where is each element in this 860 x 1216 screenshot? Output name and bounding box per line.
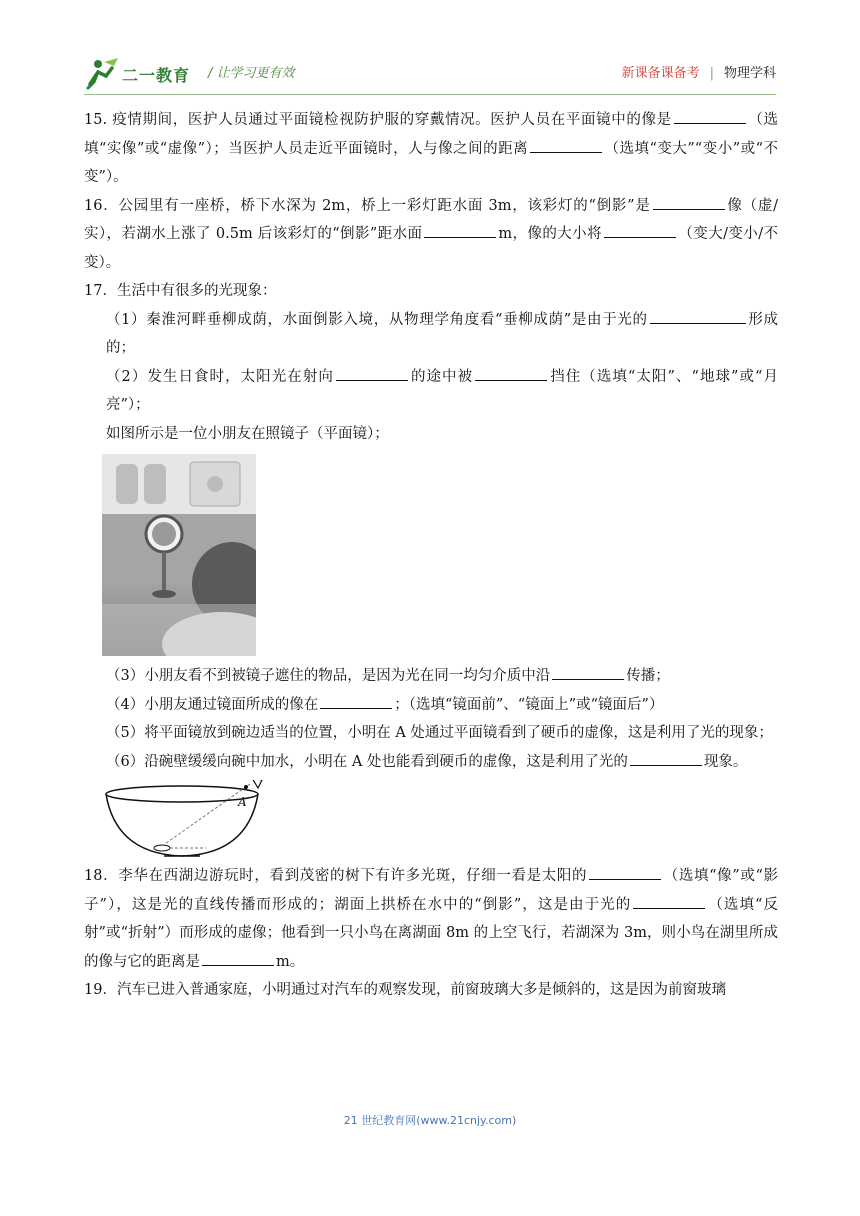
question-17-part-3 [84,662,778,691]
answer-blank[interactable] [604,221,676,238]
slogan: / 让学习更有效 [208,66,295,81]
question-content [84,106,778,1005]
answer-blank[interactable] [589,863,661,880]
question-17-stem: 17．生活中有很多的光现象： [84,283,277,299]
page-footer: 21 世纪教育网(www.21cnjy.com) [343,1114,517,1127]
q17-s2-text-a: （2）发生日食时，太阳光在射向 [106,368,334,385]
q16-text-a: 16．公园里有一座桥，桥下水深为 2m，桥上一彩灯距水面 3m，该彩灯的“倒影”是 [84,197,651,214]
header-separator: | [709,66,714,81]
logo-text: 二一教育 [122,66,191,85]
question-17-figure-caption: 如图所示是一位小朋友在照镜子（平面镜）； [106,425,389,442]
answer-blank[interactable] [336,364,408,381]
child-mirror-photo [102,454,256,656]
q17-s6-text-b: 现象。 [703,753,748,770]
answer-blank[interactable] [424,221,496,238]
q16-text-c: m，像的大小将 [498,226,602,242]
q18-text-a: 18．李华在西湖边游玩时，看到茂密的树下有许多光斑，仔细一看是太阳的 [84,868,588,884]
q17-s4-text-a: （4）小朋友通过镜面所成的像在 [106,696,319,713]
q17-s4-text-b: ；（选填“镜面前”、“镜面上”或“镜面后”） [394,696,664,713]
q18-text-d: m。 [276,953,305,970]
page-header [84,54,776,94]
header-divider [84,94,776,95]
q18-text-b: （选填“像”或“影子”），这是光的直线传播而形成的；湖面上拱桥在水中的“倒影”，这是由于光的 [84,868,778,913]
q17-s3-text-b: 传播； [626,668,670,684]
question-15 [84,106,778,192]
answer-blank[interactable] [530,136,602,153]
q17-s2-text-c: 挡住（选填“太阳”、“地球”或“月亮”）； [106,368,778,413]
answer-blank[interactable] [630,749,702,766]
answer-blank[interactable] [320,692,392,709]
q16-text-d: （变大/变小/不变）。 [84,226,779,271]
q17-s1-text-a: （1）秦淮河畔垂柳成荫，水面倒影入境，从物理学角度看“垂柳成荫”是由于光的 [106,311,648,328]
question-17-part-2 [84,363,778,420]
q16-text-b: 像（虚/实），若湖水上涨了 0.5m 后该彩灯的“倒影”距水面 [84,197,778,242]
question-18 [84,862,778,976]
answer-blank[interactable] [650,307,746,324]
answer-blank[interactable] [674,107,746,124]
question-17-part-1 [84,306,778,363]
header-right [622,62,776,81]
q17-s3-text-a: （3）小朋友看不到被镜子遮住的物品，是因为光在同一均匀介质中沿 [106,668,551,684]
question-16 [84,192,778,278]
question-17-part-5: （5）将平面镜放到碗边适当的位置，小明在 A 处通过平面镜看到了硬币的虚像，这是利用了光的现象； [106,725,773,741]
q17-s6-text-a: （6）沿碗壁缓缓向碗中加水，小明在 A 处也能看到硬币的虚像，这是利用了光的 [106,753,628,770]
question-17-part-6 [84,748,778,777]
bowl-mirror-diagram [102,780,272,860]
answer-blank[interactable] [475,364,547,381]
course-label: 新课备课备考 [621,66,700,81]
q17-s1-text-b: 形成的； [106,311,778,356]
q15-text-c: （选填“变大”“变小”或“不变”）。 [84,140,778,185]
q15-text-a: 15. 疫情期间，医护人员通过平面镜检视防护服的穿戴情况。医护人员在平面镜中的像是 [84,112,672,128]
answer-blank[interactable] [633,892,705,909]
answer-blank[interactable] [552,663,624,680]
answer-blank[interactable] [202,949,274,966]
q18-text-c: （选填“反射”或“折射”）而形成的虚像；他看到一只小鸟在离湖面 8m 的上空飞行，若湖深为 3m，则小鸟在湖里所成的像与它的距离是 [84,896,778,970]
q17-s2-text-b: 的途中被 [409,368,474,385]
question-19: 19．汽车已进入普通家庭，小明通过对汽车的观察发现，前窗玻璃大多是倾斜的，这是因为前窗玻璃 [84,982,726,998]
q15-text-b: （选填“实像”或“虚像”）；当医护人员走近平面镜时，人与像之间的距离 [84,112,779,157]
answer-blank[interactable] [653,193,725,210]
subject-label: 物理学科 [723,66,776,81]
question-17-part-4 [84,691,778,720]
point-a-label: A [238,795,247,809]
